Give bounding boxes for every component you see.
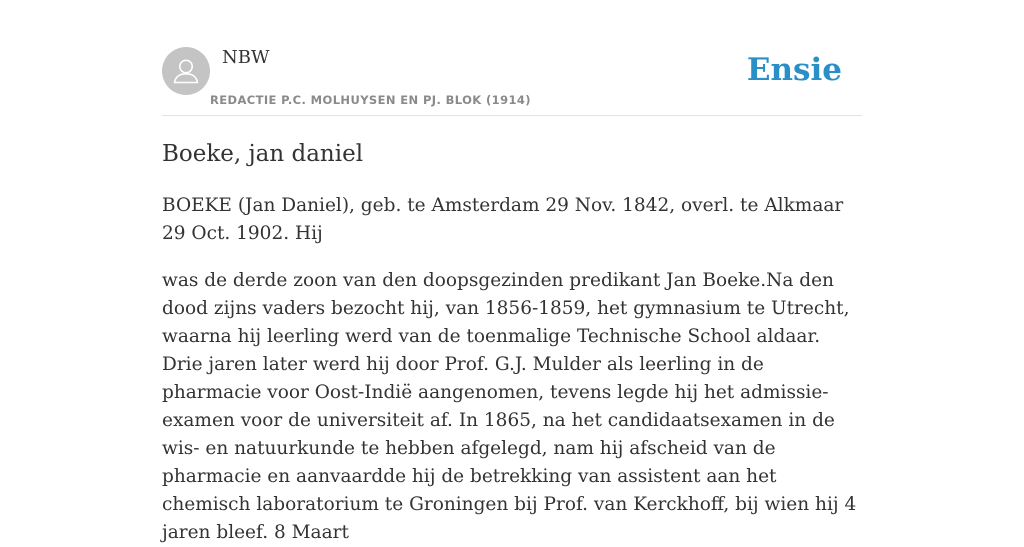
article-title: Boeke, jan daniel — [162, 141, 364, 167]
article-header — [162, 47, 862, 116]
author-subtitle: REDACTIE P.C. MOLHUYSEN EN PJ. BLOK (1914) — [210, 93, 531, 107]
article-paragraph-1: BOEKE (Jan Daniel), geb. te Amsterdam 29 Nov. 1842, overl. te Alkmaar 29 Oct. 1902. Hij — [162, 195, 844, 244]
user-icon — [162, 47, 210, 95]
article-paragraph-2: was de derde zoon van den doopsgezinden predikant Jan Boeke.Na den dood zijns vaders bezocht hij, van 1856-1859, het gymnasium te Utrecht, waarna hij leerling werd van de toenmalige Technische School aldaar. Drie jaren later werd hij door Prof. G.J. Mulder als leerling in de pharmacie voor Oost-Indië aangenomen, tevens legde hij het admissie-examen voor de universiteit af. In 1865, na het candidaatsexamen in de wis- en natuurkunde te hebben afgelegd, nam hij afscheid van de pharmacie en aanvaardde hij de betrekking van assistent aan het chemisch laboratorium te Groningen bij Prof. van Kerckhoff, bij wien hij 4 jaren bleef. 8 Maart — [162, 270, 857, 543]
author-name[interactable]: NBW — [222, 47, 270, 68]
brand-logo[interactable]: Ensie — [746, 52, 842, 88]
author-avatar[interactable] — [162, 47, 210, 95]
